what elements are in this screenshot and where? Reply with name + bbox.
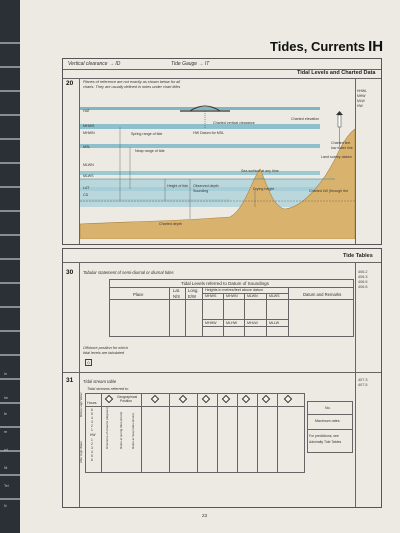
binding-coil: [0, 138, 20, 140]
table-rule: [109, 299, 354, 300]
binding-coil: [0, 42, 20, 44]
label-mlws: MLWS: [83, 174, 94, 178]
label-height-of-tide: Height of tide: [167, 184, 189, 188]
level-col: MLWS: [269, 294, 280, 298]
label-charted-depth: Charted depth: [159, 222, 182, 226]
binding-coil: [0, 282, 20, 284]
table-rule: [277, 393, 278, 473]
margin-text: Ni: [4, 466, 8, 470]
label-msl: MSL: [83, 145, 91, 149]
note-line: charts. They are usually defined in notes under chart titles: [83, 85, 181, 89]
side-note-admiralty: Admiralty Tide Tables: [309, 440, 342, 444]
section-code: IH: [368, 38, 384, 55]
col-long: Long.: [188, 288, 199, 293]
label-hat: HAT: [83, 109, 90, 113]
level-band: [80, 144, 320, 148]
table-caption: Tidal Levels referred to Datum of Soundings: [181, 281, 269, 286]
binding-coil: [0, 498, 20, 500]
level-col: MLWN: [247, 294, 258, 298]
hour-after: 6: [91, 458, 93, 462]
binding-coil: [0, 162, 20, 164]
ref-number: 406.2: [358, 270, 368, 274]
side-note-no: No.: [325, 406, 331, 410]
label-mhws: MHWS: [83, 124, 95, 128]
right-mark: MHW: [357, 94, 366, 98]
table-rule: [141, 393, 142, 473]
binding-coil: [0, 114, 20, 116]
divider: [63, 78, 381, 79]
ref-number: 407.3: [358, 378, 368, 382]
col-datum: Datum and Remarks: [303, 292, 342, 297]
level-band: [80, 171, 320, 175]
before-hw-label: Before High Water: [79, 392, 83, 417]
hour-before: 3: [91, 420, 93, 424]
label-mhwn: MHWN: [83, 131, 95, 135]
table-rule: [169, 287, 170, 337]
hour-after: 3: [91, 446, 93, 450]
col-ew: E/W: [188, 294, 196, 299]
binding-coil: [0, 330, 20, 332]
lighthouse: [338, 115, 341, 127]
document-page: [20, 0, 400, 533]
table-rule: [101, 393, 102, 473]
level-col-alt: MHHW: [205, 321, 217, 325]
hour-before: 5: [91, 412, 93, 416]
item-number: 30: [66, 269, 74, 276]
offshore-note: tidal levels are tabulated: [83, 351, 124, 355]
label-spring-range: Spring range of tide: [131, 132, 163, 136]
col-lat: Lat.: [173, 288, 180, 293]
sub-text: Tidal streams referred to: [87, 387, 129, 391]
binding-coil: [0, 186, 20, 188]
hour-after: 5: [91, 454, 93, 458]
margin-text: he: [4, 396, 8, 400]
after-hw-label: After High Water: [79, 440, 83, 463]
divider: [63, 262, 381, 263]
label-charted-lw: Charted LW (through the: [309, 189, 349, 193]
column-rule: [355, 262, 356, 507]
label-neap-range: Neap range of tide: [135, 149, 165, 153]
level-col-alt: MHLW: [247, 321, 258, 325]
table-rule: [288, 287, 289, 337]
item-text: Tidal stream table: [83, 379, 117, 384]
label-sea-surface: Sea surface at any time: [241, 169, 279, 173]
binding-coil: [0, 90, 20, 92]
divider: [63, 372, 381, 373]
hour-before: 2: [91, 424, 93, 428]
margin-text: rol: [4, 448, 8, 452]
label-hw-datum: HW Datum for MSL: [193, 131, 225, 135]
margin-text: fe: [4, 412, 7, 416]
binding-coil: [0, 234, 20, 236]
table-rule: [307, 429, 353, 430]
tide-tables-box: [62, 248, 382, 508]
directions-label: Directions of streams (degrees): [105, 407, 109, 449]
table-rule: [85, 406, 305, 407]
label-drying-height: Drying height: [253, 187, 275, 191]
section-title: Tide Tables: [343, 253, 373, 259]
label-charted-line: Charted line: [331, 141, 351, 145]
ref-number: 407.5: [358, 383, 368, 387]
col-place: Place: [133, 292, 144, 297]
margin-text: Tel: [4, 484, 9, 488]
binding-coil: [0, 258, 20, 260]
label-observed-depth: Observed depth: [193, 184, 219, 188]
right-mark: HW: [357, 104, 363, 108]
binding-coil: [0, 426, 20, 428]
tide-gauge-ref: Tide Gauge → IT: [171, 61, 210, 67]
level-col-alt: MLHW: [226, 321, 237, 325]
table-rule: [197, 393, 198, 473]
ref-number: 406.3: [358, 275, 368, 279]
hour-after: 2: [91, 442, 93, 446]
binding-coil: [0, 450, 20, 452]
level-col: MHWN: [226, 294, 238, 298]
ref-number: 406.5: [358, 285, 368, 289]
hour-before: 4: [91, 416, 93, 420]
binding-coil: [0, 306, 20, 308]
vertical-clearance-ref: Vertical clearance → ID: [68, 61, 121, 67]
side-note-predictions: For predictions, see: [309, 434, 339, 438]
rates-neap-label: Rates at neap tides (knots): [131, 413, 135, 449]
column-rule: [79, 262, 80, 507]
right-mark: MLW: [357, 99, 365, 103]
tidal-diamond-marker: ◇: [87, 360, 91, 365]
spiral-binding: [0, 0, 20, 533]
label-charted-vertical-clearance: Charted vertical clearance: [213, 121, 255, 125]
margin-text: In: [4, 372, 7, 376]
geo-position: Position: [120, 399, 133, 403]
label-sounding: Sounding: [193, 189, 209, 193]
binding-coil: [0, 66, 20, 68]
table-rule: [257, 393, 258, 473]
lighthouse-top: [336, 111, 343, 115]
hour-before: 1: [91, 428, 93, 432]
table-rule: [202, 326, 288, 327]
binding-coil: [0, 210, 20, 212]
binding-coil: [0, 402, 20, 404]
level-band: [80, 124, 320, 129]
level-col-alt: MLLW: [269, 321, 280, 325]
tidal-levels-diagram: [80, 89, 355, 239]
section-title: Tidal Levels and Charted Data: [297, 70, 376, 76]
page-title-text: Tides, Currents: [270, 39, 366, 54]
hw-row: HW: [90, 433, 96, 437]
binding-coil: [0, 474, 20, 476]
binding-coil: [0, 354, 20, 356]
stream-table: [85, 393, 305, 473]
table-rule: [185, 287, 186, 337]
table-rule: [217, 393, 218, 473]
table-rule: [169, 393, 170, 473]
tidal-levels-box: [62, 58, 382, 245]
label-lat: LAT: [83, 186, 90, 190]
hours-label: Hours: [87, 401, 97, 405]
table-rule: [202, 287, 203, 337]
label-low-water: low water line: [331, 146, 353, 150]
margin-text: re: [4, 430, 8, 434]
offshore-note: Offshore position for which: [83, 346, 128, 350]
item-number: 20: [66, 80, 74, 87]
ref-number: 406.5: [358, 280, 368, 284]
binding-coil: [0, 378, 20, 380]
label-charted-elevation: Charted elevation: [291, 117, 320, 121]
label-land-survey: Land survey datum: [321, 155, 352, 159]
table-rule: [307, 414, 353, 415]
item-number: 31: [66, 377, 74, 384]
right-mark: HHWL: [357, 89, 367, 93]
item-text: Tabular statement of semi-diurnal or diurnal tides: [83, 270, 174, 275]
label-mlwn: MLWN: [83, 163, 94, 167]
rates-spring-label: Rates at spring tides (knots): [119, 411, 123, 449]
label-cd: CD: [83, 193, 89, 197]
page-number: 23: [202, 513, 208, 518]
geo-position: Geographical: [117, 395, 138, 399]
margin-text: N: [4, 504, 7, 508]
page-title: [270, 38, 383, 55]
note-line: Planes of reference are not exactly as shown below for all: [83, 80, 181, 84]
hour-after: 4: [91, 450, 93, 454]
level-col: MHWS: [205, 294, 217, 298]
column-rule: [355, 78, 356, 244]
table-rule: [202, 319, 288, 320]
hour-before: 6: [91, 408, 93, 412]
col-ns: N/S: [173, 294, 180, 299]
table-rule: [237, 393, 238, 473]
side-note-max-rates: Maximum rates: [315, 419, 340, 423]
col-heights: Heights in metres/feet above datum: [205, 288, 264, 292]
level-band: [80, 107, 320, 110]
hour-after: 1: [91, 438, 93, 442]
